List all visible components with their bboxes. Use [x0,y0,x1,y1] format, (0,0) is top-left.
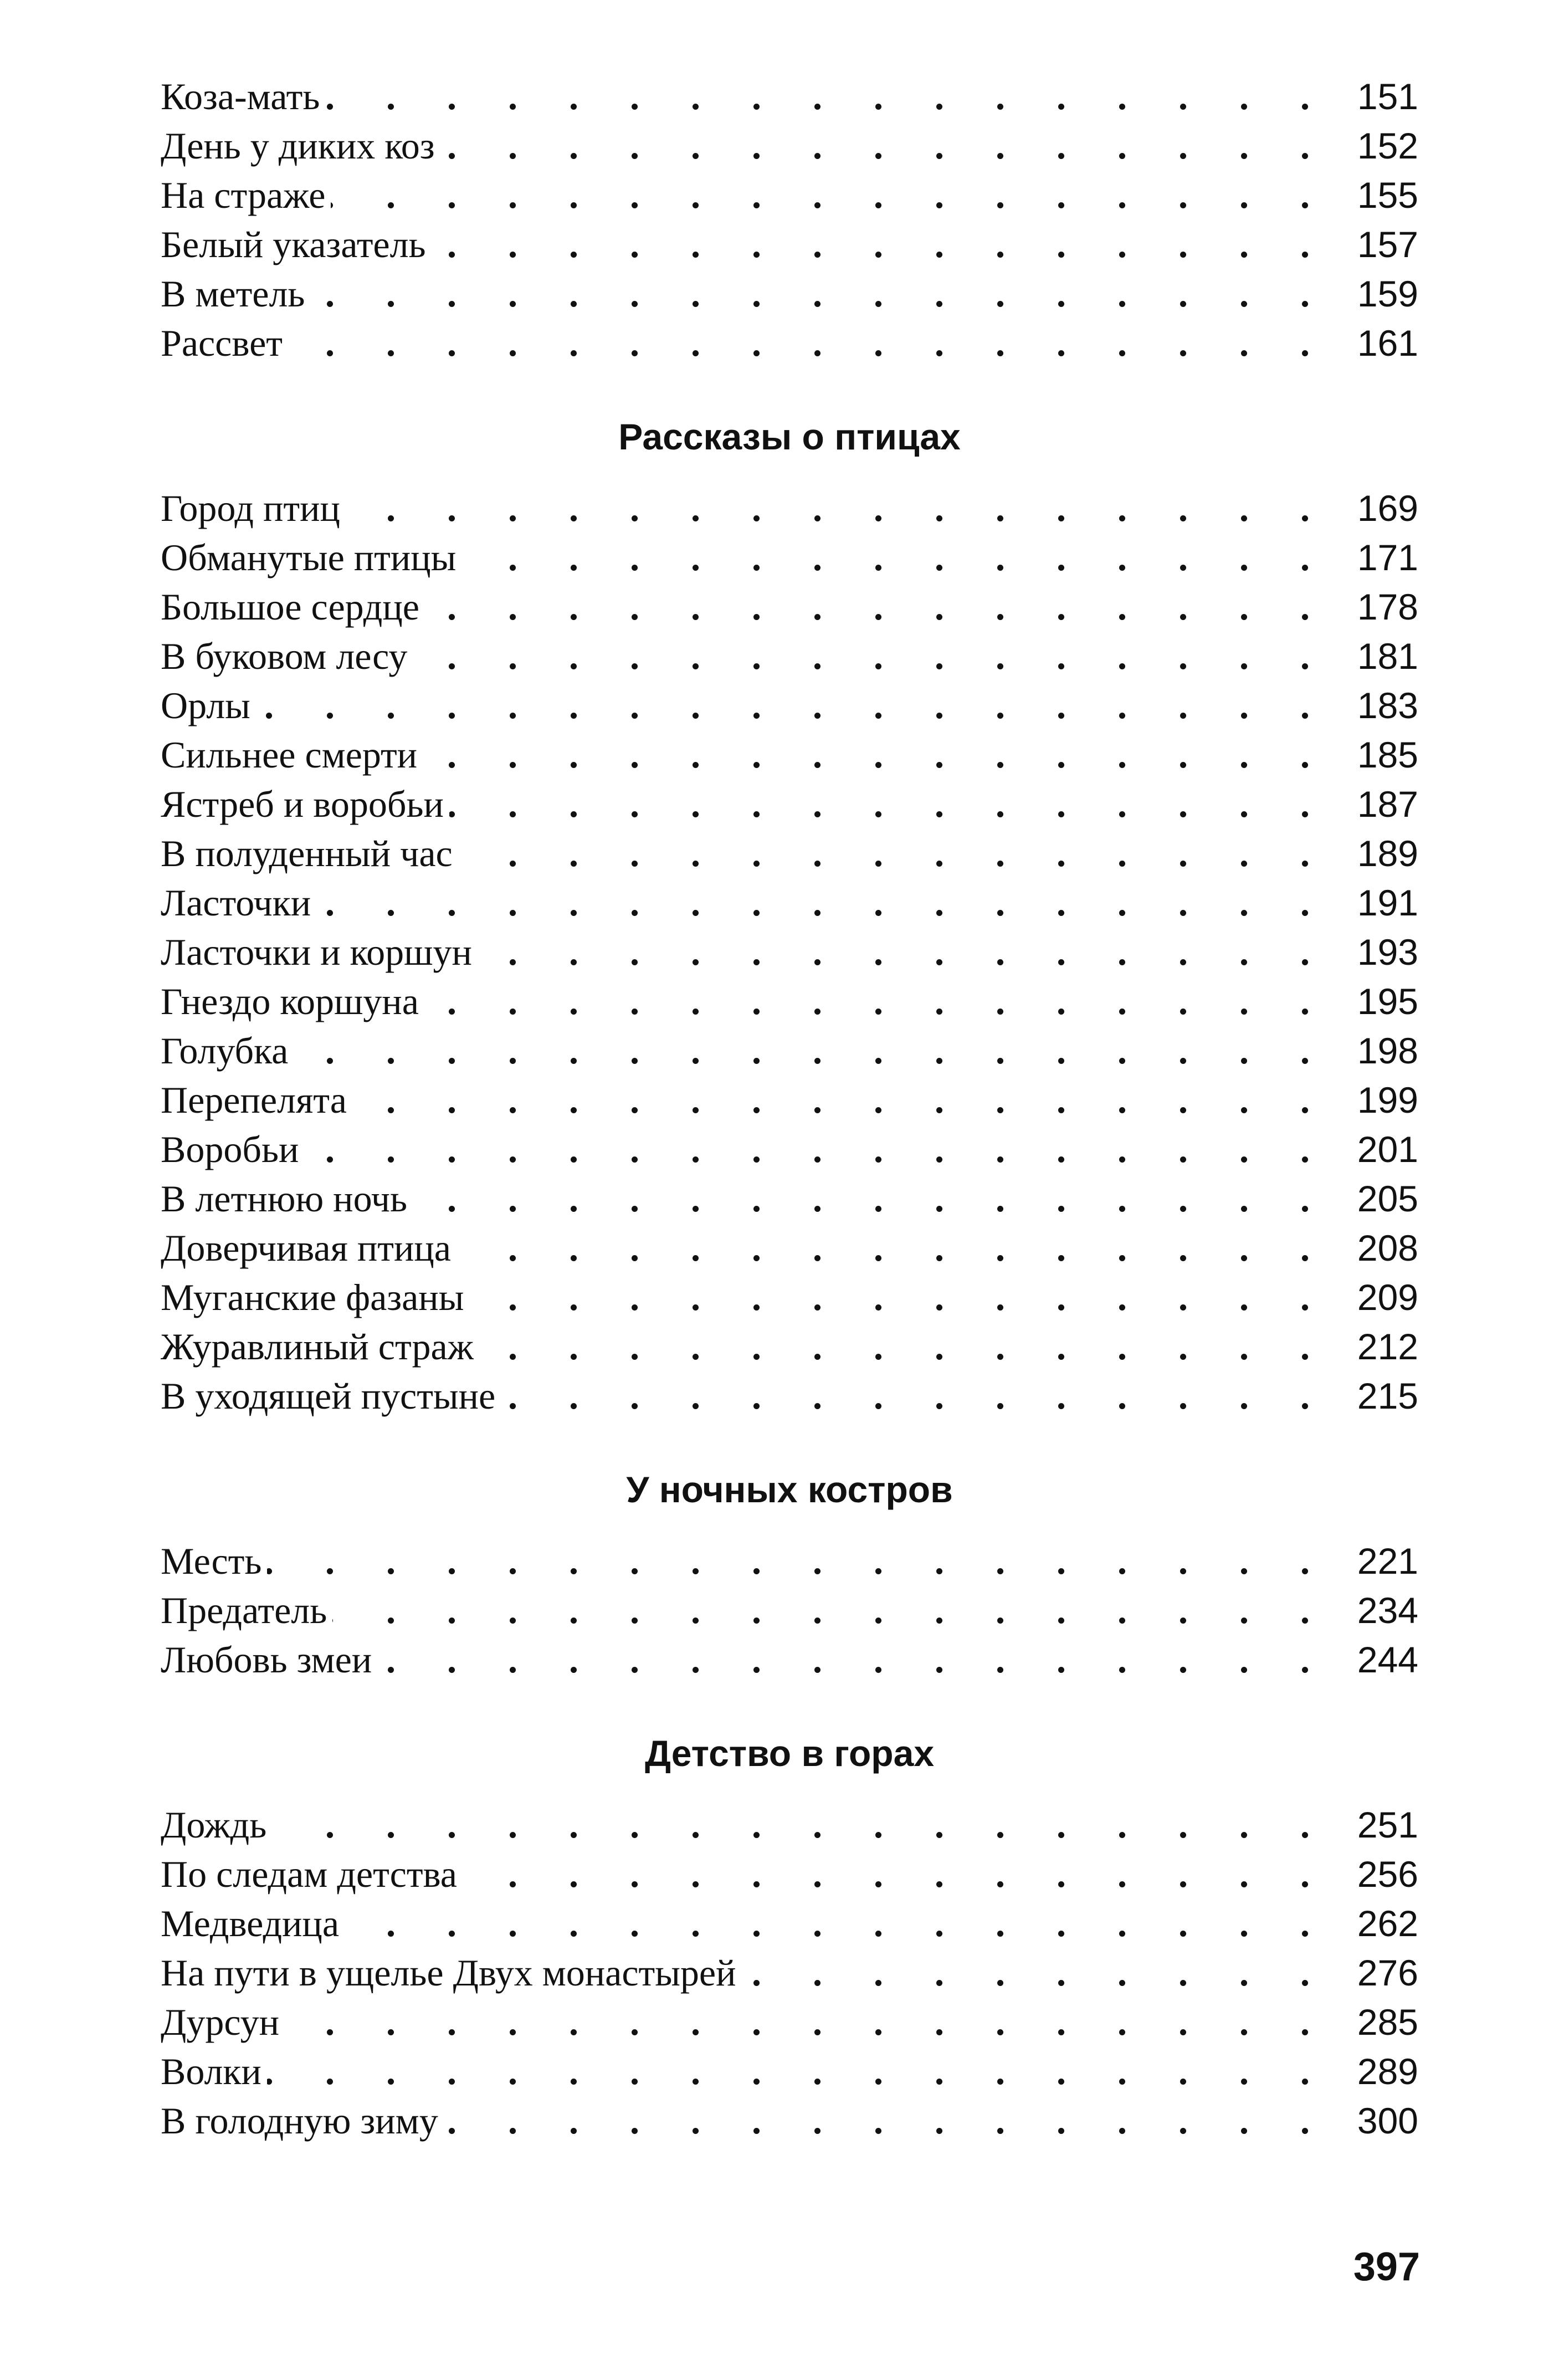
entry-title: На пути в ущелье Двух монастырей [161,1948,742,1998]
dot-leader [288,319,1331,368]
dot-leader [256,681,1331,730]
dot-leader [377,1635,1331,1685]
entry-title: Предатель [161,1586,332,1635]
entry-page-number: 189 [1331,829,1418,878]
entry-page-number: 187 [1331,780,1418,829]
entry-title: В уходящей пустыне [161,1371,501,1421]
entry-page-number: 199 [1331,1076,1418,1125]
dot-leader [461,533,1331,582]
toc-entry [161,878,1418,928]
entry-title: В буковом лесу [161,632,413,681]
entry-title: Любовь змеи [161,1635,377,1685]
entry-title: Большое сердце [161,582,425,632]
entry-page-number: 183 [1331,681,1418,730]
entry-page-number: 209 [1331,1273,1418,1322]
entry-page-number: 234 [1331,1586,1418,1635]
entry-page-number: 212 [1331,1322,1418,1371]
toc-entry [161,928,1418,977]
dot-leader [332,1586,1331,1635]
section-heading: Детство в горах [644,1733,935,1774]
toc-entry [161,1273,1418,1322]
entry-page-number: 198 [1331,1026,1418,1076]
entry-page-number: 171 [1331,533,1418,582]
dot-leader [458,829,1331,878]
entry-page-number: 262 [1331,1899,1418,1948]
entry-page-number: 169 [1331,484,1418,533]
entry-title: Рассвет [161,319,288,368]
entry-page-number: 300 [1331,2096,1418,2146]
toc-entry [161,780,1418,829]
dot-leader [346,484,1331,533]
dot-leader [413,1174,1331,1224]
dot-leader [331,171,1331,220]
entry-title: Медведица [161,1899,345,1948]
entry-title: Месть [161,1537,267,1586]
page-number: 397 [1353,2245,1420,2289]
dot-leader [325,72,1331,121]
dot-leader [469,1273,1331,1322]
entry-title: В летнюю ночь [161,1174,413,1224]
dot-leader [285,1998,1331,2047]
entry-page-number: 191 [1331,878,1418,928]
entry-page-number: 181 [1331,632,1418,681]
section-heading: Рассказы о птицах [618,416,961,457]
entry-page-number: 195 [1331,977,1418,1026]
entry-page-number: 215 [1331,1371,1418,1421]
entry-page-number: 201 [1331,1125,1418,1174]
entry-title: Перепелята [161,1076,352,1125]
entry-title: День у диких коз [161,121,440,171]
toc-entry [161,1948,1418,1998]
toc-entry [161,1371,1418,1421]
entry-page-number: 244 [1331,1635,1418,1685]
entry-title: Доверчивая птица [161,1224,457,1273]
dot-leader [345,1899,1331,1948]
dot-leader [316,878,1331,928]
dot-leader [444,2096,1331,2146]
entry-title: В голодную зиму [161,2096,444,2146]
entry-title: Дурсун [161,1998,285,2047]
toc-entry [161,220,1418,269]
entry-title: Белый указатель [161,220,432,269]
toc-entry [161,1026,1418,1076]
toc-section [161,1800,1418,2146]
entry-title: Город птиц [161,484,346,533]
dot-leader [310,269,1331,319]
toc-entry [161,1537,1418,1586]
entry-page-number: 221 [1331,1537,1418,1586]
entry-title: Муганские фазаны [161,1273,469,1322]
entry-title: Гнездо коршуна [161,977,424,1026]
toc-entry [161,1076,1418,1125]
toc-entry [161,1635,1418,1685]
dot-leader [424,977,1331,1026]
entry-title: В полуденный час [161,829,458,878]
dot-leader [267,2047,1331,2096]
entry-title: По следам детства [161,1850,463,1899]
toc-entry [161,977,1418,1026]
toc-section [161,72,1418,368]
entry-page-number: 285 [1331,1998,1418,2047]
toc-entry [161,1224,1418,1273]
entry-title: В метель [161,269,310,319]
entry-title: Ласточки [161,878,316,928]
toc-entry [161,582,1418,632]
toc-entry [161,484,1418,533]
entry-title: Волки [161,2047,267,2096]
toc-entry [161,1850,1418,1899]
dot-leader [742,1948,1331,1998]
dot-leader [267,1537,1331,1586]
entry-page-number: 289 [1331,2047,1418,2096]
entry-page-number: 193 [1331,928,1418,977]
section-heading: У ночных костров [626,1469,953,1510]
entry-title: Дождь [161,1800,272,1850]
toc-entry [161,121,1418,171]
entry-page-number: 251 [1331,1800,1418,1850]
toc-entry [161,269,1418,319]
toc-entry [161,632,1418,681]
toc-entry [161,829,1418,878]
entry-title: Ястреб и воробьи [161,780,449,829]
entry-title: Орлы [161,681,256,730]
entry-title: Обманутые птицы [161,533,461,582]
dot-leader [457,1224,1331,1273]
dot-leader [479,1322,1331,1371]
dot-leader [463,1850,1331,1899]
toc-section [161,1537,1418,1685]
entry-page-number: 152 [1331,121,1418,171]
entry-page-number: 256 [1331,1850,1418,1899]
toc-entry [161,681,1418,730]
entry-page-number: 157 [1331,220,1418,269]
toc-entry [161,1998,1418,2047]
dot-leader [413,632,1331,681]
table-of-contents [161,72,1418,2146]
entry-page-number: 185 [1331,730,1418,780]
toc-entry [161,1899,1418,1948]
entry-page-number: 276 [1331,1948,1418,1998]
entry-page-number: 208 [1331,1224,1418,1273]
toc-entry [161,319,1418,368]
dot-leader [272,1800,1331,1850]
entry-page-number: 161 [1331,319,1418,368]
toc-entry [161,1125,1418,1174]
toc-entry [161,1586,1418,1635]
entry-page-number: 178 [1331,582,1418,632]
dot-leader [440,121,1331,171]
dot-leader [432,220,1331,269]
entry-title: Ласточки и коршун [161,928,478,977]
dot-leader [294,1026,1331,1076]
toc-entry [161,1174,1418,1224]
dot-leader [478,928,1331,977]
toc-entry [161,730,1418,780]
dot-leader [352,1076,1331,1125]
dot-leader [304,1125,1331,1174]
toc-entry [161,171,1418,220]
entry-title: На страже [161,171,331,220]
dot-leader [423,730,1331,780]
entry-page-number: 205 [1331,1174,1418,1224]
entry-title: Сильнее смерти [161,730,423,780]
toc-entry [161,1800,1418,1850]
entry-title: Коза-мать [161,72,325,121]
toc-entry [161,2096,1418,2146]
dot-leader [425,582,1331,632]
entry-page-number: 159 [1331,269,1418,319]
entry-title: Воробьи [161,1125,304,1174]
dot-leader [449,780,1331,829]
toc-entry [161,2047,1418,2096]
toc-entry [161,1322,1418,1371]
entry-title: Журавлиный страж [161,1322,479,1371]
toc-entry [161,72,1418,121]
dot-leader [501,1371,1331,1421]
toc-entry [161,533,1418,582]
entry-title: Голубка [161,1026,294,1076]
entry-page-number: 151 [1331,72,1418,121]
toc-section [161,484,1418,1421]
entry-page-number: 155 [1331,171,1418,220]
